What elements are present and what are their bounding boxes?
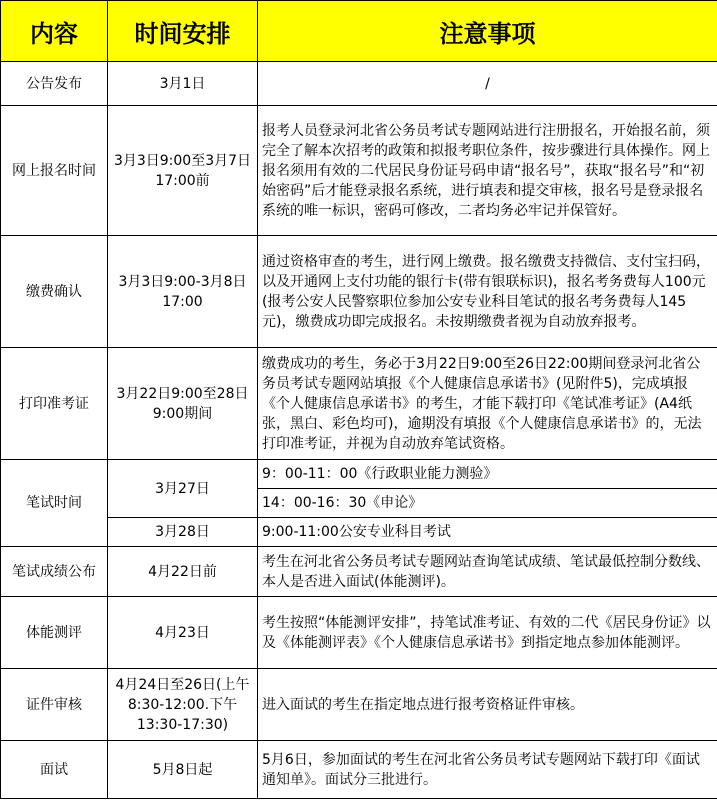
time-cell: 4月23日 [108, 597, 258, 669]
table-row [1, 460, 717, 489]
item-cell: 公告发布 [1, 62, 108, 106]
note-cell: 14：00-16：30《申论》 [258, 489, 717, 518]
header-content: 内容 [1, 1, 108, 62]
item-cell: 笔试成绩公布 [1, 547, 108, 597]
table-row [1, 547, 717, 597]
table-row [1, 597, 717, 669]
note-cell: 缴费成功的考生，务必于3月22日9:00至26日22:00期间登录河北省公务员考试专题网站填报《个人健康信息承诺书》(见附件5)，完成填报《个人健康信息承诺书》的考生，才能下载打印《笔试准考证》(A4纸张，黑白、彩色均可)，逾期没有填报《个人健康信息承诺书》的，无法打印准考证，并视为自动放弃笔试资格。 [258, 348, 717, 460]
item-cell: 网上报名时间 [1, 106, 108, 236]
time-cell: 3月27日 [108, 460, 258, 518]
time-cell: 3月3日9:00-3月8日17:00 [108, 236, 258, 348]
note-cell: 考生按照“体能测评安排”，持笔试准考证、有效的二代《居民身份证》以及《体能测评表》《个人健康信息承诺书》到指定地点参加体能测评。 [258, 597, 717, 669]
time-cell: 3月22日9:00至28日9:00期间 [108, 348, 258, 460]
table-row [1, 348, 717, 460]
time-cell: 3月28日 [108, 518, 258, 547]
time-cell: 3月1日 [108, 62, 258, 106]
time-cell: 4月24日至26日(上午8:30-12:00.下午13:30-17:30) [108, 669, 258, 741]
header-time: 时间安排 [108, 1, 258, 62]
item-cell: 缴费确认 [1, 236, 108, 348]
header-notes: 注意事项 [258, 1, 717, 62]
item-cell: 打印准考证 [1, 348, 108, 460]
note-cell: 进入面试的考生在指定地点进行报考资格证件审核。 [258, 669, 717, 741]
table-row [1, 741, 717, 799]
item-cell: 笔试时间 [1, 460, 108, 547]
item-cell: 证件审核 [1, 669, 108, 741]
note-cell: / [258, 62, 717, 106]
note-cell: 5月6日，参加面试的考生在河北省公务员考试专题网站下载打印《面试通知单》。面试分三批进行。 [258, 741, 717, 799]
table-row [1, 62, 717, 106]
item-cell: 体能测评 [1, 597, 108, 669]
item-cell: 面试 [1, 741, 108, 799]
note-cell: 9:00-11:00公安专业科目考试 [258, 518, 717, 547]
note-cell: 考生在河北省公务员考试专题网站查询笔试成绩、笔试最低控制分数线、本人是否进入面试(体能测评)。 [258, 547, 717, 597]
table-row [1, 236, 717, 348]
time-cell: 3月3日9:00至3月7日17:00前 [108, 106, 258, 236]
time-cell: 5月8日起 [108, 741, 258, 799]
note-cell: 9：00-11：00《行政职业能力测验》 [258, 460, 717, 489]
note-cell: 报考人员登录河北省公务员考试专题网站进行注册报名，开始报名前，须完全了解本次招考的政策和拟报考职位条件，按步骤进行具体操作。网上报名须用有效的二代居民身份证号码申请“报名号”，获取“报名号”和“初始密码”后才能登录报名系统，进行填表和提交审核，报名号是登录报名系统的唯一标识，密码可修改，二者均务必牢记并保管好。 [258, 106, 717, 236]
table-row [1, 669, 717, 741]
time-cell: 4月22日前 [108, 547, 258, 597]
header-row [1, 1, 717, 62]
table-row [1, 518, 717, 547]
note-cell: 通过资格审查的考生，进行网上缴费。报名缴费支持微信、支付宝扫码，以及开通网上支付功能的银行卡(带有银联标识)，报名考务费每人100元(报考公安人民警察职位参加公安专业科目笔试的报名考务费每人145元)，缴费成功即完成报名。未按期缴费者视为自动放弃报考。 [258, 236, 717, 348]
table-row [1, 106, 717, 236]
